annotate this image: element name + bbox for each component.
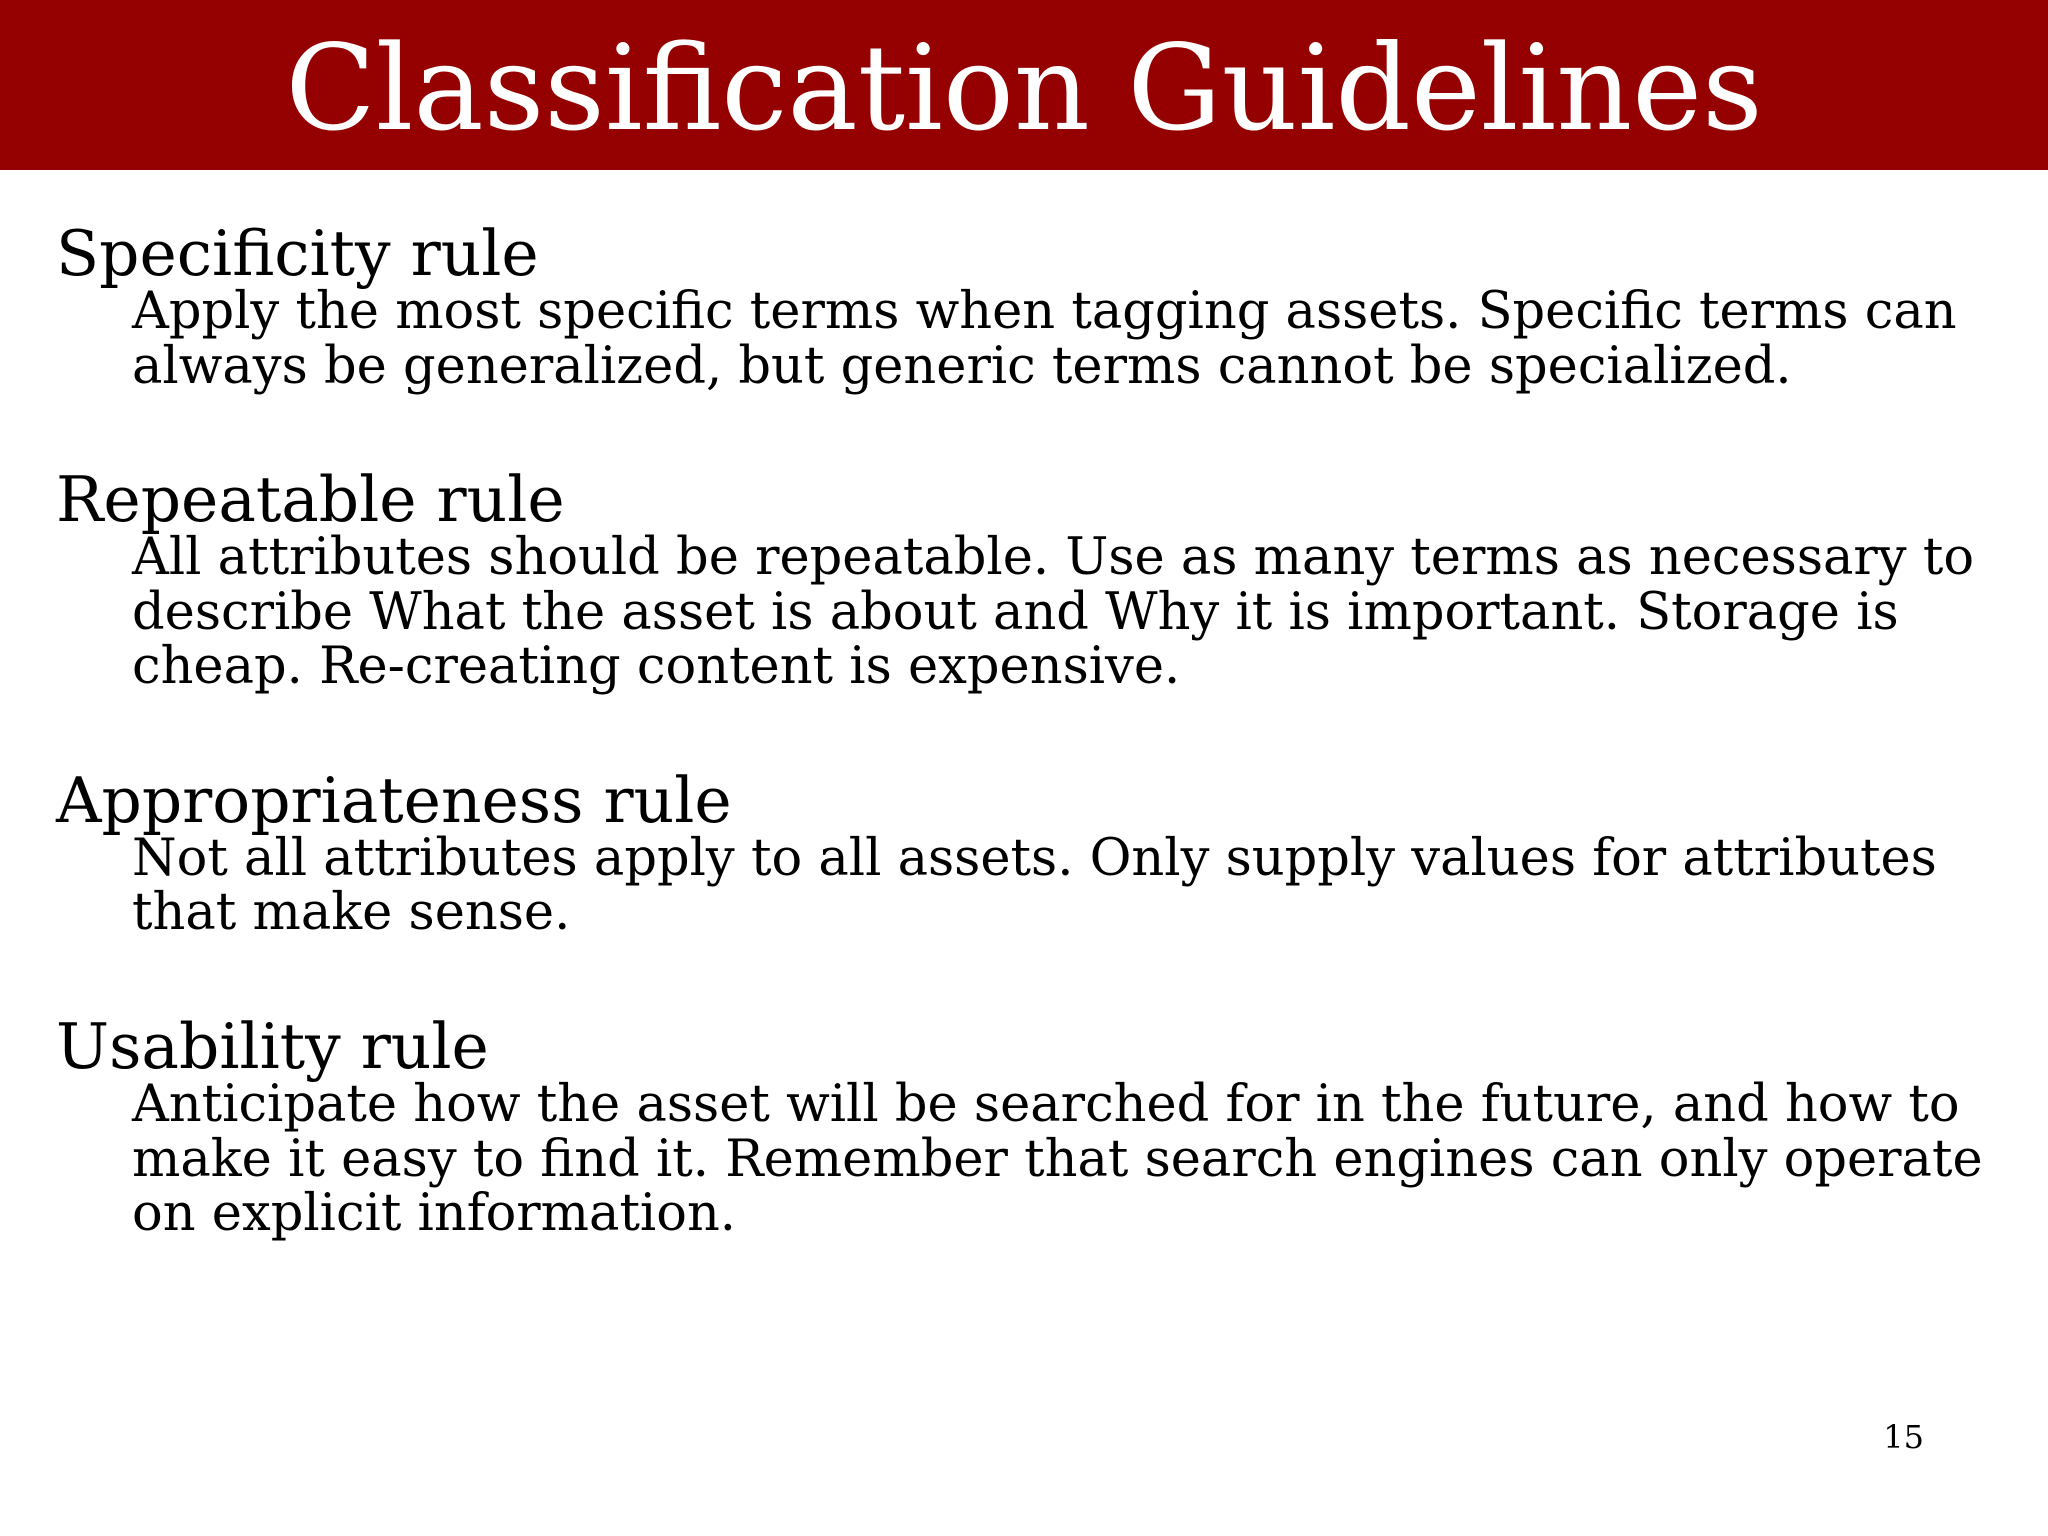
title-bar bbox=[0, 0, 2048, 170]
slide-title: Classification Guidelines bbox=[285, 19, 1763, 157]
rule-appropriateness bbox=[56, 763, 1996, 943]
rule-body: All attributes should be repeatable. Use as many terms as necessary to describe What the asset is about and Why it is important. Storage is cheap. Re-creating content is expensive. bbox=[132, 528, 1975, 697]
rule-body: Apply the most specific terms when tagging assets. Specific terms can always be generalized, but generic terms cannot be specialized. bbox=[132, 282, 1957, 396]
slide-content bbox=[56, 217, 1996, 1316]
page-number: 15 bbox=[1883, 1418, 1924, 1456]
rule-usability bbox=[56, 1009, 1996, 1244]
rule-heading: Appropriateness rule bbox=[56, 763, 732, 837]
rule-specificity bbox=[56, 217, 1996, 396]
rule-repeatable bbox=[56, 463, 1996, 697]
rule-heading: Specificity rule bbox=[56, 217, 539, 290]
rule-heading: Repeatable rule bbox=[56, 463, 565, 537]
rule-body: Anticipate how the asset will be searched for in the future, and how to make it easy to find it. Remember that search engines can only operate on explicit information. bbox=[132, 1074, 1983, 1244]
rule-body: Not all attributes apply to all assets. Only supply values for attributes that make sense. bbox=[132, 828, 1937, 943]
rule-heading: Usability rule bbox=[56, 1009, 489, 1083]
